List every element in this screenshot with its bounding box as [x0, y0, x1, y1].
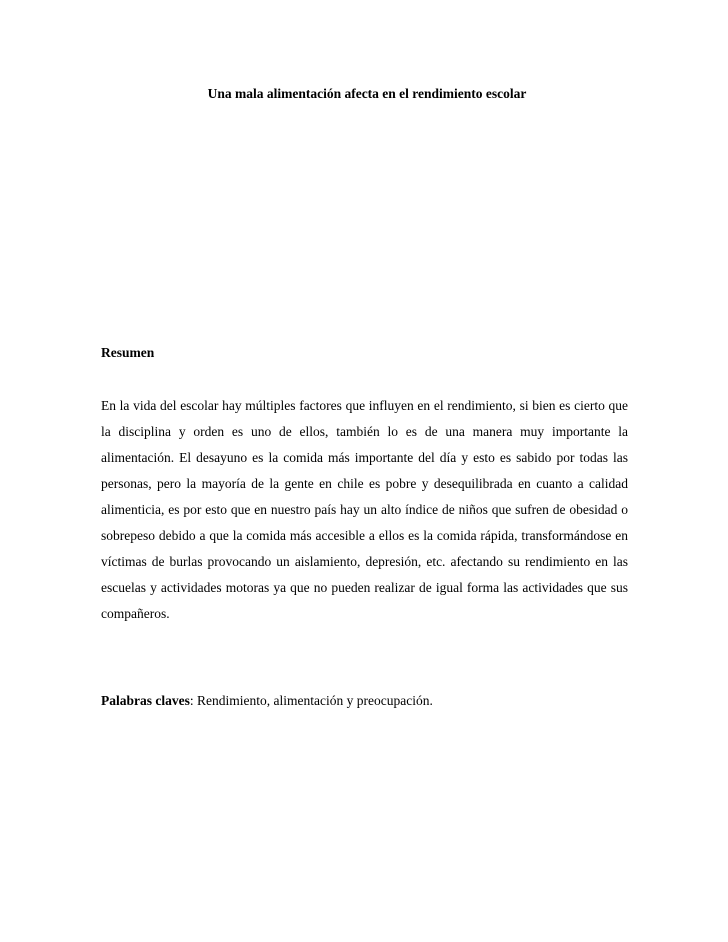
keywords-line — [101, 693, 628, 709]
keywords-label: Palabras claves — [101, 693, 190, 708]
abstract-paragraph: En la vida del escolar hay múltiples factores que influyen en el rendimiento, si bien es cierto que la disciplina y orden es uno de ellos, también lo es de una manera muy importante la alimentación. El desayuno es la comida más importante del día y esto es sabido por todas las personas, pero la mayoría de la gente en chile es pobre y desequilibrada en cuanto a calidad alimenticia, es por esto que en nuestro país hay un alto índice de niños que sufren de obesidad o sobrepeso debido a que la comida más accesible a ellos es la comida rápida, transformándose en víctimas de burlas provocando un aislamiento, depresión, etc. afectando su rendimiento en las escuelas y actividades motoras ya que no pueden realizar de igual forma las actividades que sus compañeros. — [101, 398, 628, 621]
keywords-text: Rendimiento, alimentación y preocupación. — [197, 693, 433, 708]
keywords-separator: : — [189, 693, 198, 708]
section-heading-resumen: Resumen — [101, 345, 155, 360]
document-title: Una mala alimentación afecta en el rendimiento escolar — [207, 86, 527, 101]
